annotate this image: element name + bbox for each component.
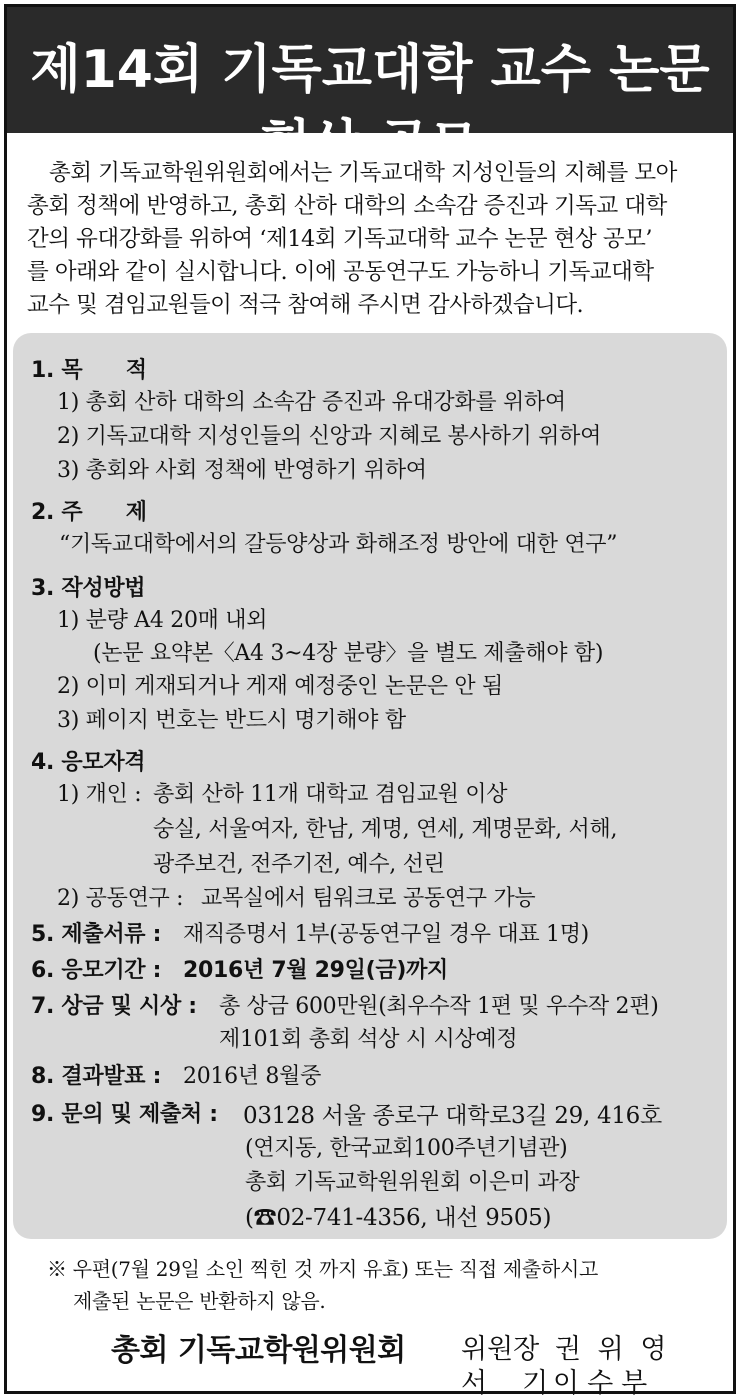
intro-line: 교수 및 겸임교원들이 적극 참여해 주시면 감사하겠습니다.	[27, 292, 584, 318]
topic-text: “기독교대학에서의 갈등양상과 화해조정 방안에 대한 연구”	[59, 532, 618, 557]
eligibility-individual-line: 숭실, 서울여자, 한남, 계명, 연세, 계명문화, 서해,	[153, 817, 618, 842]
eligibility-individual-label: 1) 개인 :	[57, 782, 142, 807]
eligibility-individual-line: 광주보건, 전주기전, 예수, 선린	[153, 852, 445, 877]
prize-text-2: 제101회 총회 석상 시 시상예정	[219, 1027, 518, 1052]
method-item: 2) 이미 게재되거나 게재 예정중인 논문은 안 됨	[57, 674, 503, 699]
notice-frame	[4, 4, 736, 1399]
method-item: 1) 분량 A4 20매 내외	[57, 608, 268, 633]
section-purpose-heading: 1. 목 적	[31, 358, 147, 383]
intro-line: 총회 정책에 반영하고, 총회 산하 대학의 소속감 증진과 기독교 대학	[27, 193, 667, 219]
page-title: 제14회 기독교대학 교수 논문 현상 공모	[30, 40, 710, 175]
note-line: ※ 우편(7월 29일 소인 찍힌 것 까지 유효) 또는 직접 제출하시고	[47, 1257, 598, 1281]
organization-name: 총회 기독교학원위원회	[111, 1333, 406, 1368]
intro-line: 총회 기독교학원위원회에서는 기독교대학 지성인들의 지혜를 모아	[49, 160, 677, 186]
secretary-title: 서 기	[461, 1368, 553, 1399]
method-item: (논문 요약본〈A4 3~4장 분량〉을 별도 제출해야 함)	[93, 641, 604, 666]
note-line: 제출된 논문은 반환하지 않음.	[73, 1289, 326, 1313]
chair-name: 권 위 영	[555, 1334, 671, 1365]
results-text: 2016년 8월중	[183, 1064, 322, 1089]
eligibility-individual-line: 총회 산하 11개 대학교 겸임교원 이상	[153, 782, 508, 807]
section-documents-heading: 5. 제출서류 :	[31, 922, 162, 947]
section-prize-heading: 7. 상금 및 시상 :	[31, 994, 197, 1019]
period-text: 2016년 7월 29일(금)까지	[183, 958, 448, 983]
contact-phone: (☎02-741-4356, 내선 9505)	[245, 1205, 552, 1231]
section-period-heading: 6. 응모기간 :	[31, 958, 162, 983]
prize-text: 총 상금 600만원(최우수작 1편 및 우수작 2편)	[219, 994, 659, 1019]
intro-line: 를 아래와 같이 실시합니다. 이에 공동연구도 가능하니 기독교대학	[27, 259, 654, 285]
intro-line: 간의 유대강화를 위하여 ‘제14회 기독교대학 교수 논문 현상 공모’	[27, 226, 653, 252]
contact-address: 03128 서울 종로구 대학로3길 29, 416호	[243, 1103, 662, 1129]
method-item: 3) 페이지 번호는 반드시 명기해야 함	[57, 708, 406, 733]
purpose-item: 2) 기독교대학 지성인들의 신앙과 지혜로 봉사하기 위하여	[57, 424, 602, 449]
section-method-heading: 3. 작성방법	[31, 576, 146, 601]
eligibility-joint-text: 교목실에서 팀워크로 공동연구 가능	[201, 886, 536, 911]
section-topic-heading: 2. 주 제	[31, 500, 147, 525]
contact-line: (연지동, 한국교회100주년기념관)	[245, 1136, 568, 1161]
contact-line: 총회 기독교학원위원회 이은미 과장	[245, 1170, 580, 1195]
section-contact-heading: 9. 문의 및 제출처 :	[31, 1102, 218, 1127]
purpose-item: 1) 총회 산하 대학의 소속감 증진과 유대강화를 위하여	[57, 390, 566, 415]
intro-paragraph	[27, 157, 717, 322]
eligibility-joint-label: 2) 공동연구 :	[57, 886, 184, 911]
section-results-heading: 8. 결과발표 :	[31, 1064, 162, 1089]
secretary-name: 이수부	[553, 1368, 656, 1399]
section-eligibility-heading: 4. 응모자격	[31, 750, 146, 775]
documents-text: 재직증명서 1부(공동연구일 경우 대표 1명)	[183, 922, 589, 947]
purpose-item: 3) 총회와 사회 정책에 반영하기 위하여	[57, 458, 427, 483]
chair-title: 위원장	[461, 1334, 540, 1365]
